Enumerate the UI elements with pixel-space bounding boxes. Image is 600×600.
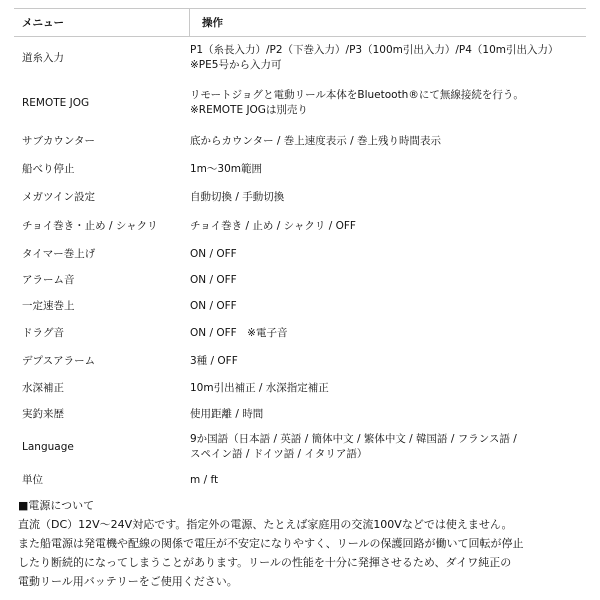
operation-line: ※REMOTE JOGは別売り <box>190 104 308 116</box>
table-row <box>14 293 586 319</box>
table-row <box>14 212 586 241</box>
operation-line: リモートジョグと電動リール本体をBluetooth®にて無線接続を行う。 <box>190 89 524 101</box>
row-operation: m / ft <box>190 473 219 486</box>
row-menu: チョイ巻き・止め / シャクリ <box>22 220 158 232</box>
power-line: 直流（DC）12V〜24V対応です。指定外の電源、たとえば家庭用の交流100Vなどでは使えません。 <box>18 518 513 531</box>
row-operation: 自動切換 / 手動切換 <box>190 191 285 203</box>
table-row <box>14 155 586 183</box>
row-menu: 水深補正 <box>22 381 64 394</box>
row-operation <box>190 88 524 118</box>
power-notes <box>18 496 588 591</box>
row-menu: 船べり停止 <box>22 162 75 175</box>
operation-line: ※PE5号から入力可 <box>190 59 282 71</box>
table-row <box>14 347 586 375</box>
row-operation <box>190 43 559 73</box>
power-line: また船電源は発電機や配線の関係で電圧が不安定になりやすく、リールの保護回路が働いて回転が停止 <box>18 537 524 550</box>
table-row <box>14 375 586 401</box>
row-menu: ドラグ音 <box>22 326 64 339</box>
row-operation: 1m〜30m範囲 <box>190 162 262 175</box>
table-row <box>14 467 586 493</box>
table-body <box>14 37 586 493</box>
operation-line: P1（糸長入力）/P2（下巻入力）/P3（100m引出入力）/P4（10m引出入力） <box>190 44 559 56</box>
operation-line: スペイン語 / ドイツ語 / イタリア語） <box>190 448 368 460</box>
row-operation: 使用距離 / 時間 <box>190 407 264 420</box>
row-menu: 単位 <box>22 473 43 486</box>
power-heading: ■電源について <box>18 499 95 512</box>
row-operation: チョイ巻き / 止め / シャクリ / OFF <box>190 220 356 232</box>
row-menu: 実釣来歴 <box>22 407 64 420</box>
table-row <box>14 241 586 267</box>
row-menu: Language <box>22 440 74 453</box>
row-operation: ON / OFF ※電子音 <box>190 326 288 339</box>
row-menu: サブカウンター <box>22 134 95 147</box>
row-menu: アラーム音 <box>22 273 75 286</box>
row-operation: ON / OFF <box>190 273 237 286</box>
row-menu: デプスアラーム <box>22 354 96 367</box>
power-line: したり断続的になってしまうことがあります。リールの性能を十分に発揮させるため、ダイワ純正の <box>18 556 512 569</box>
table-row <box>14 127 586 155</box>
row-operation: 底からカウンター / 巻上速度表示 / 巻上残り時間表示 <box>190 134 442 147</box>
row-operation: 3種 / OFF <box>190 354 238 367</box>
table-row <box>14 319 586 347</box>
row-operation <box>190 432 517 462</box>
table-row <box>14 79 586 127</box>
operation-line: 9か国語（日本語 / 英語 / 簡体中文 / 繁体中文 / 韓国語 / フランス語 / <box>190 433 517 445</box>
table-row <box>14 183 586 212</box>
table-row <box>14 427 586 467</box>
table-row <box>14 401 586 427</box>
row-operation: ON / OFF <box>190 299 237 312</box>
row-operation: ON / OFF <box>190 247 237 260</box>
spec-table <box>14 8 586 493</box>
row-menu: REMOTE JOG <box>22 96 90 109</box>
row-menu: 道糸入力 <box>22 51 64 64</box>
row-menu: 一定速巻上 <box>22 299 75 312</box>
power-line: 電動リール用バッテリーをご使用ください。 <box>18 575 238 588</box>
header-menu: メニュー <box>14 9 190 36</box>
table-row <box>14 267 586 293</box>
table-header <box>14 8 586 37</box>
row-menu: メガツイン設定 <box>22 191 95 203</box>
row-operation: 10m引出補正 / 水深指定補正 <box>190 381 329 394</box>
table-row <box>14 37 586 79</box>
header-operation: 操作 <box>202 17 223 29</box>
row-menu: タイマー巻上げ <box>22 247 96 260</box>
